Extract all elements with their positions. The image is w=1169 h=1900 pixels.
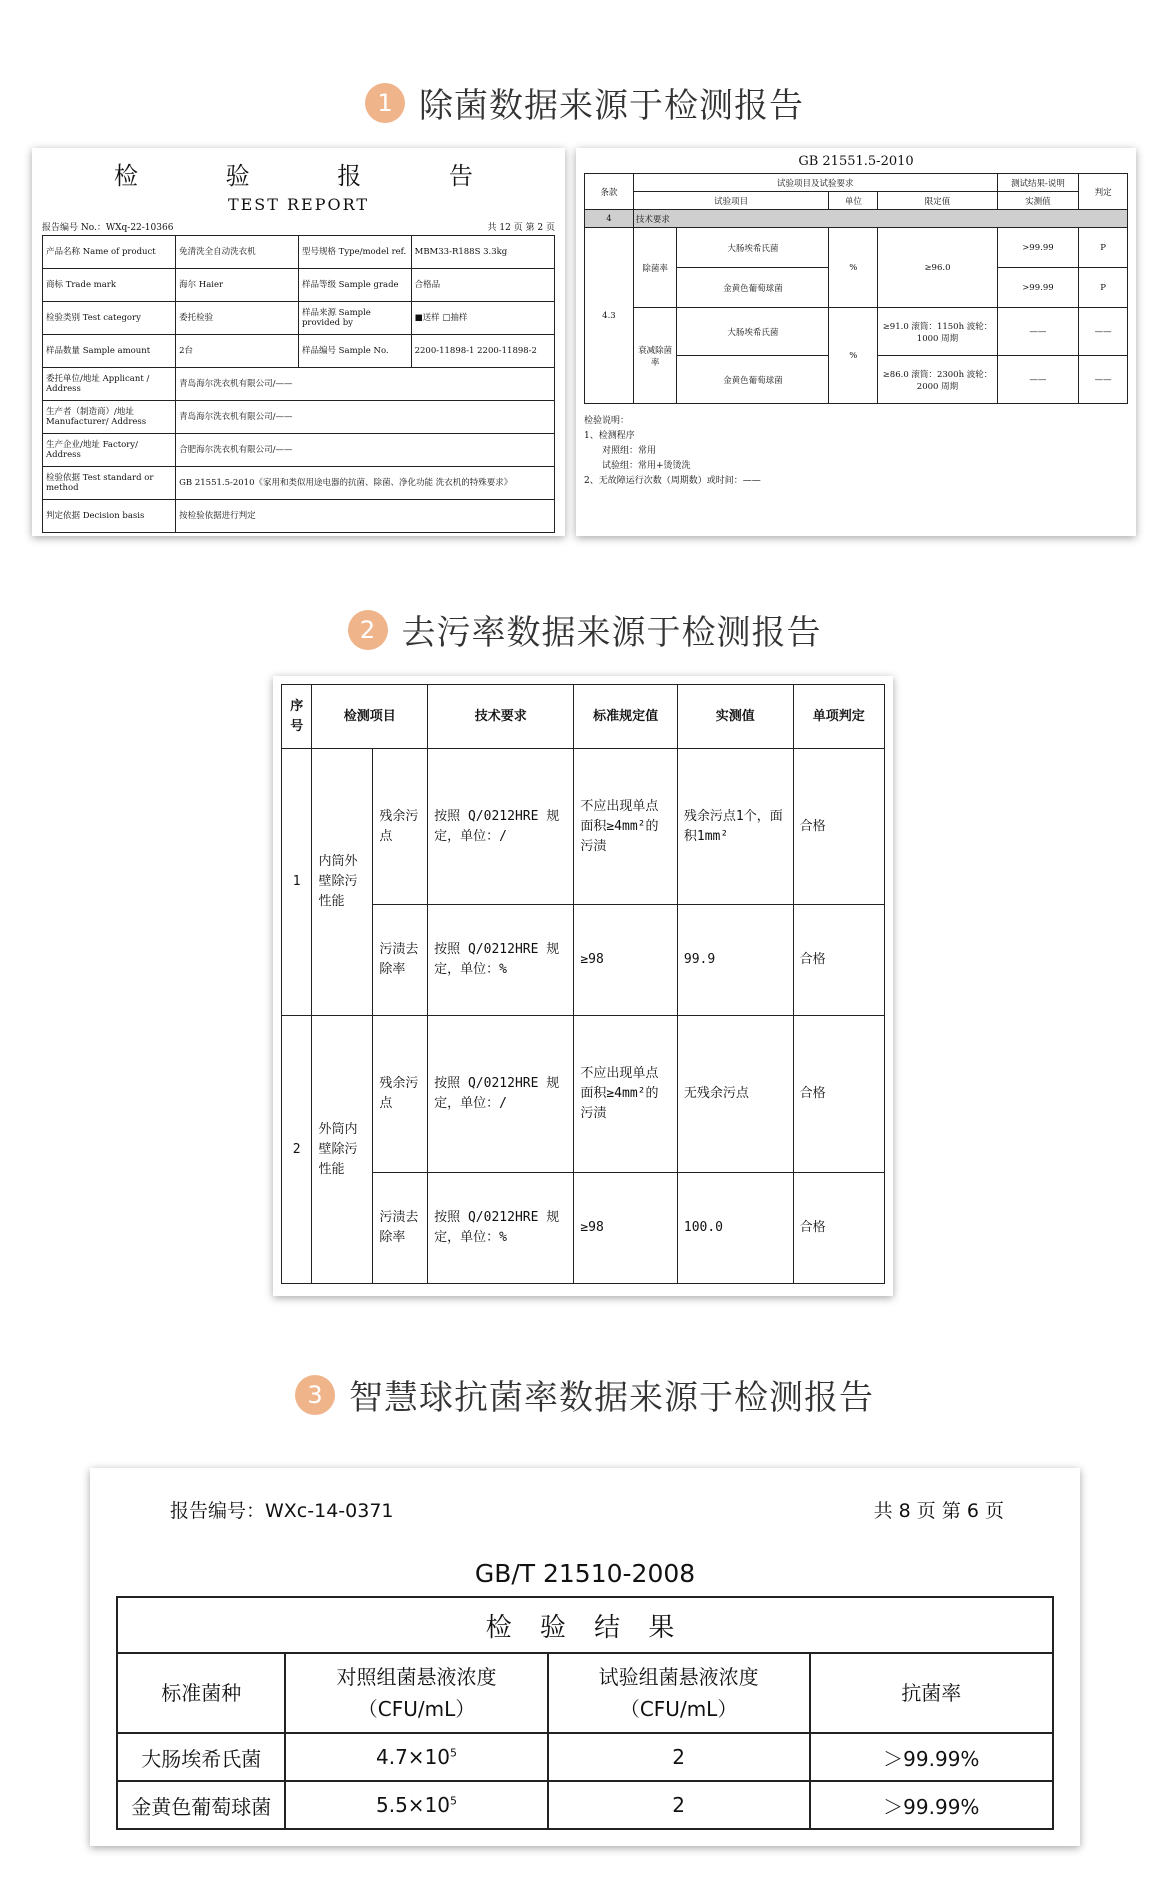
table-cell xyxy=(285,1781,547,1829)
table-cell: 4.3 xyxy=(585,228,634,404)
section-heading-3 xyxy=(0,1370,1169,1419)
table-cell: 海尔 Haier xyxy=(176,269,299,302)
table-cell: 2台 xyxy=(176,335,299,368)
table-cell: >99.99 xyxy=(997,228,1078,268)
report-number: 报告编号：WXc-14-0371 xyxy=(170,1500,394,1522)
table-cell: 污渍去除率 xyxy=(373,905,428,1016)
header-line: 对照组菌悬液浓度 xyxy=(336,1665,497,1689)
table-cell: —— xyxy=(1079,308,1128,356)
table-cell: 检验依据 Test standard or method xyxy=(43,467,176,500)
stain-removal-table xyxy=(281,684,885,1284)
table-cell: 委托单位/地址 Applicant / Address xyxy=(43,368,176,401)
table-row xyxy=(282,1016,885,1172)
table-cell: 按照 Q/0212HRE 规定，单位：/ xyxy=(428,749,574,905)
table-row xyxy=(585,192,1128,210)
product-info-table xyxy=(42,235,555,533)
table-row xyxy=(585,228,1128,268)
table-cell: 条款 xyxy=(585,174,634,210)
table-cell: % xyxy=(829,228,878,308)
exponent: 5 xyxy=(450,1746,458,1760)
table-cell: 2 xyxy=(548,1781,810,1829)
table-cell: 试验项目 xyxy=(633,192,829,210)
section-title-3: 智慧球抗菌率数据来源于检测报告 xyxy=(349,1378,874,1418)
table-cell: 产品名称 Name of product xyxy=(43,236,176,269)
table-cell: 除菌率 xyxy=(633,228,676,308)
header-cell: 单项判定 xyxy=(793,685,884,749)
section-title-1: 除菌数据来源于检测报告 xyxy=(419,86,804,126)
section-heading-2 xyxy=(0,605,1169,654)
table-cell: 不应出现单点面积≥4mm²的污渍 xyxy=(574,749,678,905)
table-row xyxy=(43,467,555,500)
sterilization-results-table xyxy=(584,173,1128,404)
table-row xyxy=(43,236,555,269)
table-row xyxy=(117,1733,1053,1781)
table-cell: 判定 xyxy=(1079,174,1128,210)
report-meta xyxy=(42,220,555,233)
table-row xyxy=(585,174,1128,192)
table-cell: 样品等级 Sample grade xyxy=(298,269,411,302)
header-cell: 序号 xyxy=(282,685,312,749)
table-cell: 限定值 xyxy=(878,192,997,210)
table-cell: 不应出现单点面积≥4mm²的污渍 xyxy=(574,1016,678,1172)
table-row xyxy=(282,905,885,1016)
header-cell: 实测值 xyxy=(677,685,793,749)
table-header-row xyxy=(282,685,885,749)
table-cell: % xyxy=(829,308,878,404)
section-heading-1 xyxy=(0,78,1169,127)
concentration-value: 5.5×10 xyxy=(376,1793,451,1817)
stain-removal-report xyxy=(273,676,893,1296)
table-cell: 合肥海尔洗衣机有限公司/—— xyxy=(176,434,555,467)
header-cell xyxy=(548,1653,810,1733)
report-page-results xyxy=(576,148,1136,536)
table-cell: 生产者（制造商）/地址 Manufacturer/ Address xyxy=(43,401,176,434)
header-cell: 抗菌率 xyxy=(810,1653,1053,1733)
table-row xyxy=(282,1172,885,1283)
report-page-cover xyxy=(32,148,565,536)
table-cell: 内筒外壁除污性能 xyxy=(312,749,373,1016)
table-cell: 按照 Q/0212HRE 规定，单位：/ xyxy=(428,1016,574,1172)
table-cell: 金黄色葡萄球菌 xyxy=(117,1781,285,1829)
table-cell: 检验类别 Test category xyxy=(43,302,176,335)
table-cell: 判定依据 Decision basis xyxy=(43,500,176,533)
table-row xyxy=(43,401,555,434)
table-row xyxy=(43,269,555,302)
note-line: 试验组：常用+烫烫洗 xyxy=(602,461,691,471)
report-title: 检 验 报 告 xyxy=(114,162,513,190)
table-cell: —— xyxy=(997,308,1078,356)
table-cell: MBM33-R188S 3.3kg xyxy=(411,236,554,269)
header-cell: 检测项目 xyxy=(312,685,428,749)
table-cell: 大肠埃希氏菌 xyxy=(677,308,829,356)
report-meta xyxy=(116,1496,1054,1523)
table-cell: 2 xyxy=(282,1016,312,1284)
header-line: （CFU/mL） xyxy=(619,1697,738,1721)
antibacterial-report xyxy=(90,1468,1080,1846)
table-cell: 衰减除菌率 xyxy=(633,308,676,404)
table-header-row xyxy=(117,1653,1053,1733)
table-cell: 2 xyxy=(548,1733,810,1781)
table-cell: ＞99.99% xyxy=(810,1781,1053,1829)
table-row xyxy=(43,335,555,368)
table-cell: 样品数量 Sample amount xyxy=(43,335,176,368)
test-notes xyxy=(584,414,1128,489)
report-page-count: 共 12 页 第 2 页 xyxy=(487,223,555,233)
table-cell: 试验项目及试验要求 xyxy=(633,174,997,192)
table-cell: 99.9 xyxy=(677,905,793,1016)
table-cell: —— xyxy=(997,356,1078,404)
table-row xyxy=(43,368,555,401)
table-cell: 免清洗全自动洗衣机 xyxy=(176,236,299,269)
table-row xyxy=(43,434,555,467)
table-cell: >99.99 xyxy=(997,268,1078,308)
table-cell: 技术要求 xyxy=(633,210,1127,228)
table-cell: 按检验依据进行判定 xyxy=(176,500,555,533)
table-row xyxy=(585,308,1128,356)
table-cell: 测试结果-说明 xyxy=(997,174,1078,192)
table-cell: 合格 xyxy=(793,1016,884,1172)
antibacterial-results-table xyxy=(116,1596,1054,1830)
table-cell: 合格 xyxy=(793,1172,884,1283)
table-cell: ≥91.0 滚筒：1150h 波轮：1000 周期 xyxy=(878,308,997,356)
header-cell: 标准菌种 xyxy=(117,1653,285,1733)
table-cell: 型号规格 Type/model ref. xyxy=(298,236,411,269)
table-cell: ＞99.99% xyxy=(810,1733,1053,1781)
table-cell: ≥98 xyxy=(574,1172,678,1283)
report-page-count: 共 8 页 第 6 页 xyxy=(873,1500,1004,1522)
note-line: 2、无故障运行次数（周期数）或时间：—— xyxy=(584,476,761,486)
table-cell: 金黄色葡萄球菌 xyxy=(677,356,829,404)
header-cell: 标准规定值 xyxy=(574,685,678,749)
table-cell: 青岛海尔洗衣机有限公司/—— xyxy=(176,368,555,401)
header-line: （CFU/mL） xyxy=(357,1697,476,1721)
table-cell: 合格 xyxy=(793,749,884,905)
table-cell: 污渍去除率 xyxy=(373,1172,428,1283)
report-subtitle: TEST REPORT xyxy=(227,195,370,214)
table-cell: —— xyxy=(1079,356,1128,404)
table-row xyxy=(585,210,1128,228)
table-cell: 大肠埃希氏菌 xyxy=(117,1733,285,1781)
table-row xyxy=(43,302,555,335)
table-cell: 实测值 xyxy=(997,192,1078,210)
header-line: 试验组菌悬液浓度 xyxy=(598,1665,759,1689)
table-cell: 残余污点1个，面积1mm² xyxy=(677,749,793,905)
table-cell: ≥96.0 xyxy=(878,228,997,308)
table-cell: 4 xyxy=(585,210,634,228)
table-cell: 生产企业/地址 Factory/ Address xyxy=(43,434,176,467)
table-cell: ≥98 xyxy=(574,905,678,1016)
section-number-1: 1 xyxy=(365,83,405,123)
note-line: 1、检测程序 xyxy=(584,431,635,441)
table-cell: 大肠埃希氏菌 xyxy=(677,228,829,268)
note-line: 检验说明： xyxy=(584,416,630,426)
table-row xyxy=(43,500,555,533)
section-title-2: 去污率数据来源于检测报告 xyxy=(401,613,822,653)
table-cell: P xyxy=(1079,268,1128,308)
table-cell: 单位 xyxy=(829,192,878,210)
table-row xyxy=(117,1597,1053,1653)
table-cell: P xyxy=(1079,228,1128,268)
table-cell: ≥86.0 滚筒：2300h 波轮：2000 周期 xyxy=(878,356,997,404)
header-cell: 技术要求 xyxy=(428,685,574,749)
table-cell: 残余污点 xyxy=(373,749,428,905)
table-cell: 金黄色葡萄球菌 xyxy=(677,268,829,308)
note-line: 对照组：常用 xyxy=(602,446,657,456)
table-cell: 100.0 xyxy=(677,1172,793,1283)
table-cell: 外筒内壁除污性能 xyxy=(312,1016,373,1284)
table-cell: 青岛海尔洗衣机有限公司/—— xyxy=(176,401,555,434)
table-cell: 无残余污点 xyxy=(677,1016,793,1172)
header-cell xyxy=(285,1653,547,1733)
table-title: 检 验 结 果 xyxy=(117,1597,1053,1653)
report-number: 报告编号 No.：WXq-22-10366 xyxy=(42,223,174,233)
table-cell: 残余污点 xyxy=(373,1016,428,1172)
table-cell: ■送样 □抽样 xyxy=(411,302,554,335)
section-number-2: 2 xyxy=(348,610,388,650)
table-row xyxy=(117,1781,1053,1829)
standard-title: GB/T 21510-2008 xyxy=(474,1559,696,1588)
table-cell: 样品编号 Sample No. xyxy=(298,335,411,368)
table-cell xyxy=(285,1733,547,1781)
table-cell: 合格品 xyxy=(411,269,554,302)
concentration-value: 4.7×10 xyxy=(376,1745,451,1769)
standard-title: GB 21551.5-2010 xyxy=(798,154,914,169)
section-number-3: 3 xyxy=(295,1375,335,1415)
table-row xyxy=(282,749,885,905)
table-cell: 1 xyxy=(282,749,312,1016)
table-cell: GB 21551.5-2010《家用和类似用途电器的抗菌、除菌、净化功能 洗衣机的特殊要求》 xyxy=(176,467,555,500)
table-cell: 按照 Q/0212HRE 规定，单位：% xyxy=(428,905,574,1016)
table-cell: 商标 Trade mark xyxy=(43,269,176,302)
table-cell: 按照 Q/0212HRE 规定，单位：% xyxy=(428,1172,574,1283)
table-cell: 合格 xyxy=(793,905,884,1016)
table-cell: 2200-11898-1 2200-11898-2 xyxy=(411,335,554,368)
table-cell: 委托检验 xyxy=(176,302,299,335)
table-cell: 样品来源 Sample provided by xyxy=(298,302,411,335)
exponent: 5 xyxy=(450,1794,458,1808)
